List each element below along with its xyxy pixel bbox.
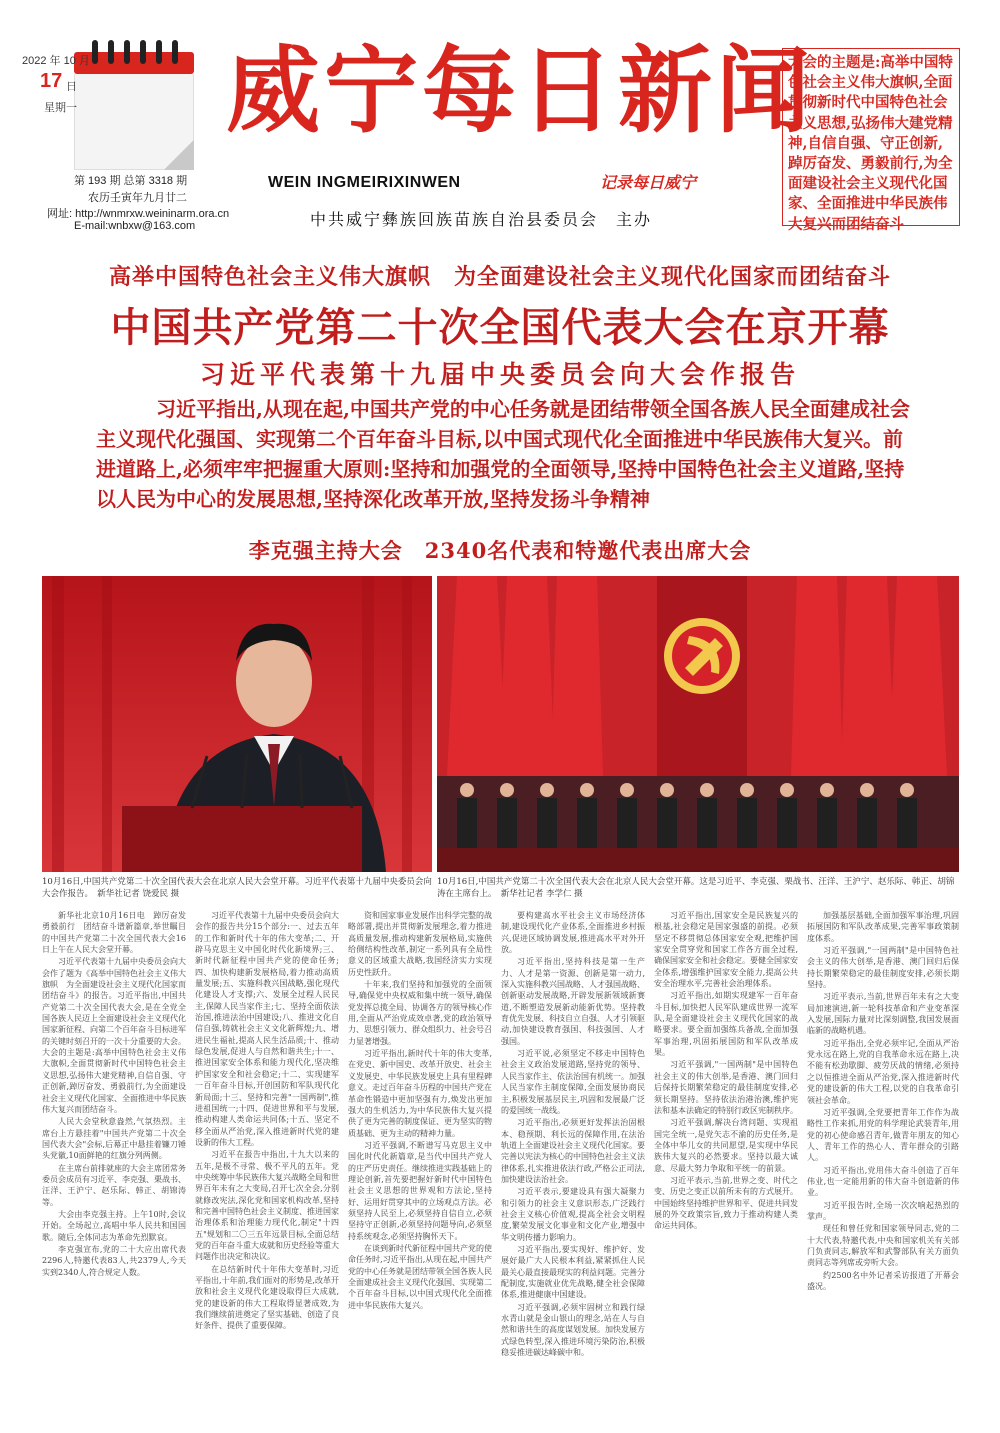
page-curl [164,140,194,170]
lead-paragraph: 习近平指出,从现在起,中国共产党的中心任务就是团结带领全国各族人民全面建成社会主义现代化强国、实现第二个百年奋斗目标,以中国式现代化全面推进中华民族伟大复兴。前进道路上,必须牢牢把握重大原则:坚持和加强党的全面领导,坚持中国特色社会主义道路,坚持以人民为中心的发展思想,坚持深化改革开放,坚持发扬斗争精神 [96,397,910,511]
article-paragraph: 习近平代表第十九届中央委员会向大会作的报告共分15个部分:一、过去五年的工作和新时代十年的伟大变革;二、开辟马克思主义中国化时代化新境界;三、新时代新征程中国共产党的使命任务;四、加快构建新发展格局,着力推动高质量发展;五、实施科教兴国战略,强化现代化建设人才支撑;六、发展全过程人民民主,保障人民当家作主;七、坚持全面依法治国,推进法治中国建设;八、推进文化自信自强,铸就社会主义文化新辉煌;九、增进民生福祉,提高人民生活品质;十、推动绿色发展,促进人与自然和谐共生;十一、推进国家安全体系和能力现代化,坚决维护国家安全和社会稳定;十二、实现建军一百年奋斗目标,开创国防和军队现代化新局面;十三、坚持和完善"一国两制",推进祖国统一;十四、促进世界和平与发展,推动构建人类命运共同体;十五、坚定不移全面从严治党,深入推进新时代党的建设新的伟大工程。 [195,911,339,1147]
article-column-6 [807,910,959,1400]
article-paragraph: 习近平指出,坚持科技是第一生产力、人才是第一资源、创新是第一动力,深入实施科教兴国战略、人才强国战略、创新驱动发展战略,开辟发展新领域新赛道,不断塑造发展新动能新优势。坚持教育优先发展、科技自立自强、人才引领驱动,加快建设教育强国、科技强国、人才强国。 [501,957,645,1046]
article-paragraph: 要构建高水平社会主义市场经济体制,建设现代化产业体系,全面推进乡村振兴,促进区域协调发展,推进高水平对外开放。 [501,911,645,955]
calendar-ring [124,40,130,64]
calendar-year-month: 2022 年 10 月 [22,55,90,67]
article-paragraph: 习近平代表第十九届中央委员会向大会作了题为《高举中国特色社会主义伟大旗帜 为全面建设社会主义现代化国家而团结奋斗》的报告。习近平指出,中国共产党第二十次全国代表大会,是在全党全国各族人民迈上全面建设社会主义现代化国家新征程、向第二个百年奋斗目标进军的关键时刻召开的一次十分重要的大会。大会的主题是:高举中国特色社会主义伟大旗帜,全面贯彻新时代中国特色社会主义思想,弘扬伟大建党精神,自信自强、守正创新,踔厉奋发、勇毅前行,为全面建设社会主义现代化国家、全面推进中华民族伟大复兴而团结奋斗。 [42,957,186,1114]
lunar-date: 农历壬寅年九月廿二 [88,191,187,204]
article-paragraph: 约2500名中外记者采访报道了开幕会盛况。 [807,1270,959,1291]
calendar-ring [92,40,98,64]
article-paragraph: 习近平指出,国家安全是民族复兴的根基,社会稳定是国家强盛的前提。必须坚定不移贯彻总体国家安全观,把维护国家安全贯穿党和国家工作各方面全过程,确保国家安全和社会稳定。要健全国家安全体系,增强维护国家安全能力,提高公共安全治理水平,完善社会治理体系。 [654,911,798,989]
website-label: 网址: [47,208,73,220]
article-paragraph: 在总结新时代十年伟大变革时,习近平指出,十年前,我们面对的形势是,改革开放和社会主义现代化建设取得巨大成就,党的建设新的伟大工程取得显著成效,为我们继续前进奠定了坚实基础、创造了良好条件、提供了重要保障。 [195,1264,339,1331]
main-headline: 中国共产党第二十次全国代表大会在京开幕 [110,304,890,351]
article-paragraph: 在谈到新时代新征程中国共产党的使命任务时,习近平指出,从现在起,中国共产党的中心任务就是团结带领全国各族人民全面建成社会主义现代化强国、实现第二个百年奋斗目标,以中国式现代化全面推进中华民族伟大复兴。 [348,1243,492,1310]
calendar-graphic [74,40,194,170]
calendar-ring [140,40,146,64]
article-paragraph: 习近平表示,当前,世界百年未有之大变局加速演进,新一轮科技革命和产业变革深入发展,国际力量对比深刻调整,我国发展面临新的战略机遇。 [807,992,959,1036]
article-paragraph: 习近平强调,"一国两制"是中国特色社会主义的伟大创举,是香港、澳门回归后保持长期繁荣稳定的最佳制度安排,必须长期坚持。 [807,946,959,990]
article-paragraph: 加强基层基础,全面加强军事治理,巩固拓展国防和军队改革成果,完善军事政策制度体系。 [807,911,959,943]
website-link[interactable]: http://wnmrxw.weininarm.ora.cn [75,208,230,220]
newspaper-slogan: 记录每日威宁 [600,173,697,192]
article-paragraph: 习近平强调,不断谱写马克思主义中国化时代化新篇章,是当代中国共产党人的庄严历史责任。继续推进实践基础上的理论创新,首先要把握好新时代中国特色社会主义思想的世界观和方法论,坚持好、运用好贯穿其中的立场观点方法。必须坚持人民至上,必须坚持自信自立,必须坚持守正创新,必须坚持问题导向,必须坚持系统观念,必须坚持胸怀天下。 [348,1140,492,1241]
sponsor-line: 中共威宁彝族回族苗族自治县委员会 主办 [310,210,653,229]
article-paragraph: 习近平报告时,全场一次次响起热烈的掌声。 [807,1200,959,1221]
email-address[interactable]: E-mail:wnbxw@163.com [74,220,196,232]
calendar-day-suffix: 日 [66,80,77,93]
article-paragraph: 习近平强调,必须牢固树立和践行绿水青山就是金山银山的理念,站在人与自然和谐共生的高度谋划发展。加快发展方式绿色转型,深入推进环境污染防治,积极稳妥推进碳达峰碳中和。 [501,1302,645,1358]
photo-caption-left: 10月16日,中国共产党第二十次全国代表大会在北京人民大会堂开幕。习近平代表第十九届中央委员会向大会作报告。 新华社记者 饶爱民 摄 [42,877,432,899]
article-paragraph: 习近平指出,新时代十年的伟大变革,在党史、新中国史、改革开放史、社会主义发展史、中华民族发展史上具有里程碑意义。走过百年奋斗历程的中国共产党在革命性锻造中更加坚强有力,焕发出更加强大的生机活力,为中华民族伟大复兴提供了更为完善的制度保证、更为坚实的物质基础、更为主动的精神力量。 [348,1049,492,1138]
article-column-5 [654,910,798,1400]
article-paragraph: 人民大会堂秋意盎然,气氛热烈。主席台上方悬挂着"中国共产党第二十次全国代表大会"会标,后幕正中悬挂着镰刀锤头党徽,10面鲜艳的红旗分列两侧。 [42,1117,186,1161]
article-column-1 [42,910,194,1400]
article-paragraph: 习近平在报告中指出,十九大以来的五年,是极不寻常、极不平凡的五年。党中央统筹中华民族伟大复兴战略全局和世界百年未有之大变局,召开七次全会,分别就修改宪法,深化党和国家机构改革,坚持和完善中国特色社会主义制度、推进国家治理体系和治理能力现代化,制定"十四五"规划和二〇三五年远景目标,全面总结党的百年奋斗重大成就和历史经验等重大问题作出决定和决议。 [195,1150,339,1262]
article-paragraph: 习近平强调,解决台湾问题、实现祖国完全统一,是党矢志不渝的历史任务,是全体中华儿女的共同愿望,是实现中华民族伟大复兴的必然要求。坚持以最大诚意、尽最大努力争取和平统一的前景。 [654,1118,798,1173]
photo-caption-right: 10月16日,中国共产党第二十次全国代表大会在北京人民大会堂开幕。这是习近平、李克强、栗战书、汪洋、王沪宁、赵乐际、韩正、胡锦涛在主席台上。 新华社记者 李学仁 摄 [437,877,955,899]
sub-headline: 习近平代表第十九届中央委员会向大会作报告 [199,360,800,389]
issue-number: 第 193 期 总第 3318 期 [74,175,188,187]
article-paragraph: 在主席台前排就座的大会主席团常务委员会成员有习近平、李克强、栗战书、汪洋、王沪宁、赵乐际、韩正、胡锦涛等。 [42,1163,186,1207]
website-line [47,205,229,221]
article-column-3 [348,910,492,1400]
speaker-photo [42,576,432,872]
article-paragraph: 习近平指出,党用伟大奋斗创造了百年伟业,也一定能用新的伟大奋斗创造新的伟业。 [807,1165,959,1198]
article-paragraph: 习近平指出,要实现好、维护好、发展好最广大人民根本利益,紧紧抓住人民最关心最直接最现实的利益问题。完善分配制度,实施就业优先战略,健全社会保障体系,推进健康中国建设。 [501,1244,645,1300]
article-paragraph: 习近平强调,全党要把青年工作作为战略性工作来抓,用党的科学理论武装青年,用党的初心使命感召青年,做青年朋友的知心人、青年工作的热心人、青年群众的引路人。 [807,1107,959,1163]
calendar-ring [156,40,162,64]
article-column-4 [501,910,645,1400]
congress-theme-box: 大会的主题是:高举中国特色社会主义伟大旗帜,全面贯彻新时代中国特色社会主义思想,弘扬伟大建党精神,自信自强、守正创新,踔厉奋发、勇毅前行,为全面建设社会主义现代化国家、全面推进中华民族伟大复兴而团结奋斗 [782,48,960,226]
article-paragraph: 新华社北京10月16日电 踔厉奋发 勇毅前行 团结奋斗谱新篇章,举世瞩目的中国共产党第二十次全国代表大会16日上午在人民大会堂开幕。 [42,911,194,955]
article-paragraph: 习近平强调,"一国两制"是中国特色社会主义的伟大创举,是香港、澳门回归后保持长期繁荣稳定的最佳制度安排,必须长期坚持。坚持依法治港治澳,维护宪法和基本法确定的特别行政区宪制秩序。 [654,1060,798,1115]
article-paragraph: 大会由李克强主持。上午10时,会议开始。全场起立,高唱中华人民共和国国歌。随后,全体同志为革命先烈默哀。 [42,1209,186,1242]
calendar-day: 17 [40,70,63,92]
article-paragraph: 十年来,我们坚持和加强党的全面领导,确保党中央权威和集中统一领导,确保党发挥总揽全局、协调各方的领导核心作用,全面从严治党成效卓著,党的政治领导力、思想引领力、群众组织力、社会号召力显著增强。 [348,980,492,1046]
article-paragraph: 习近平表示,要建设具有强大凝聚力和引领力的社会主义意识形态,广泛践行社会主义核心价值观,提高全社会文明程度,繁荣发展文化事业和文化产业,增强中华文明传播力影响力。 [501,1187,645,1242]
article-column-2 [195,910,339,1400]
article-paragraph: 习近平表示,当前,世界之变、时代之变、历史之变正以前所未有的方式展开。中国始终坚持维护世界和平、促进共同发展的外交政策宗旨,致力于推动构建人类命运共同体。 [654,1175,798,1231]
article-paragraph: 资和国家事业发展作出科学完整的战略部署,提出并贯彻新发展理念,着力推进高质量发展,推动构建新发展格局,实施供给侧结构性改革,制定一系列具有全局性意义的区域重大战略,我国经济实力实现历史性跃升。 [348,911,492,977]
calendar-ring [172,40,178,64]
article-paragraph: 李克强宣布,党的二十大应出席代表2296人,特邀代表83人,共2379人,今天实到2340人,符合规定人数。 [42,1244,186,1277]
rostrum-photo [437,576,959,872]
overline-headline: 高举中国特色社会主义伟大旗帜 为全面建设社会主义现代化国家而团结奋斗 [108,264,891,290]
calendar-ring [108,40,114,64]
article-paragraph: 习近平指出,必须更好发挥法治固根本、稳预期、利长远的保障作用,在法治轨道上全面建设社会主义现代化国家。要完善以宪法为核心的中国特色社会主义法律体系,扎实推进依法行政,严格公正司法,加快建设法治社会。 [501,1118,645,1184]
article-paragraph: 习近平指出,全党必须牢记,全面从严治党永远在路上,党的自我革命永远在路上,决不能有松劲歇脚、疲劳厌战的情绪,必须持之以恒推进全面从严治党,深入推进新时代党的建设新的伟大工程,以党的自我革命引领社会革命。 [807,1038,959,1105]
article-paragraph: 习近平说,必须坚定不移走中国特色社会主义政治发展道路,坚持党的领导、人民当家作主、依法治国有机统一。加强人民当家作主制度保障,全面发展协商民主,积极发展基层民主,巩固和发展最广泛的爱国统一战线。 [501,1049,645,1115]
newspaper-pinyin: WEIN INGMEIRIXINWEN [268,174,461,191]
calendar-weekday: 星期一 [44,101,77,114]
article-paragraph: 现任和曾任党和国家领导同志,党的二十大代表,特邀代表,中央和国家机关有关部门负责同志,解放军和武警部队有关方面负责同志等列席或旁听大会。 [807,1224,959,1268]
calendar-page [74,74,194,170]
article-paragraph: 习近平指出,如期实现建军一百年奋斗目标,加快把人民军队建成世界一流军队,是全面建设社会主义现代化国家的战略要求。要全面加强练兵备战,全面加强军事治理,巩固拓展国防和军队改革成果。 [654,991,798,1058]
deck-headline: 李克强主持大会 2340名代表和特邀代表出席大会 [248,538,752,563]
newspaper-title: 威宁每日新闻 [226,36,815,146]
